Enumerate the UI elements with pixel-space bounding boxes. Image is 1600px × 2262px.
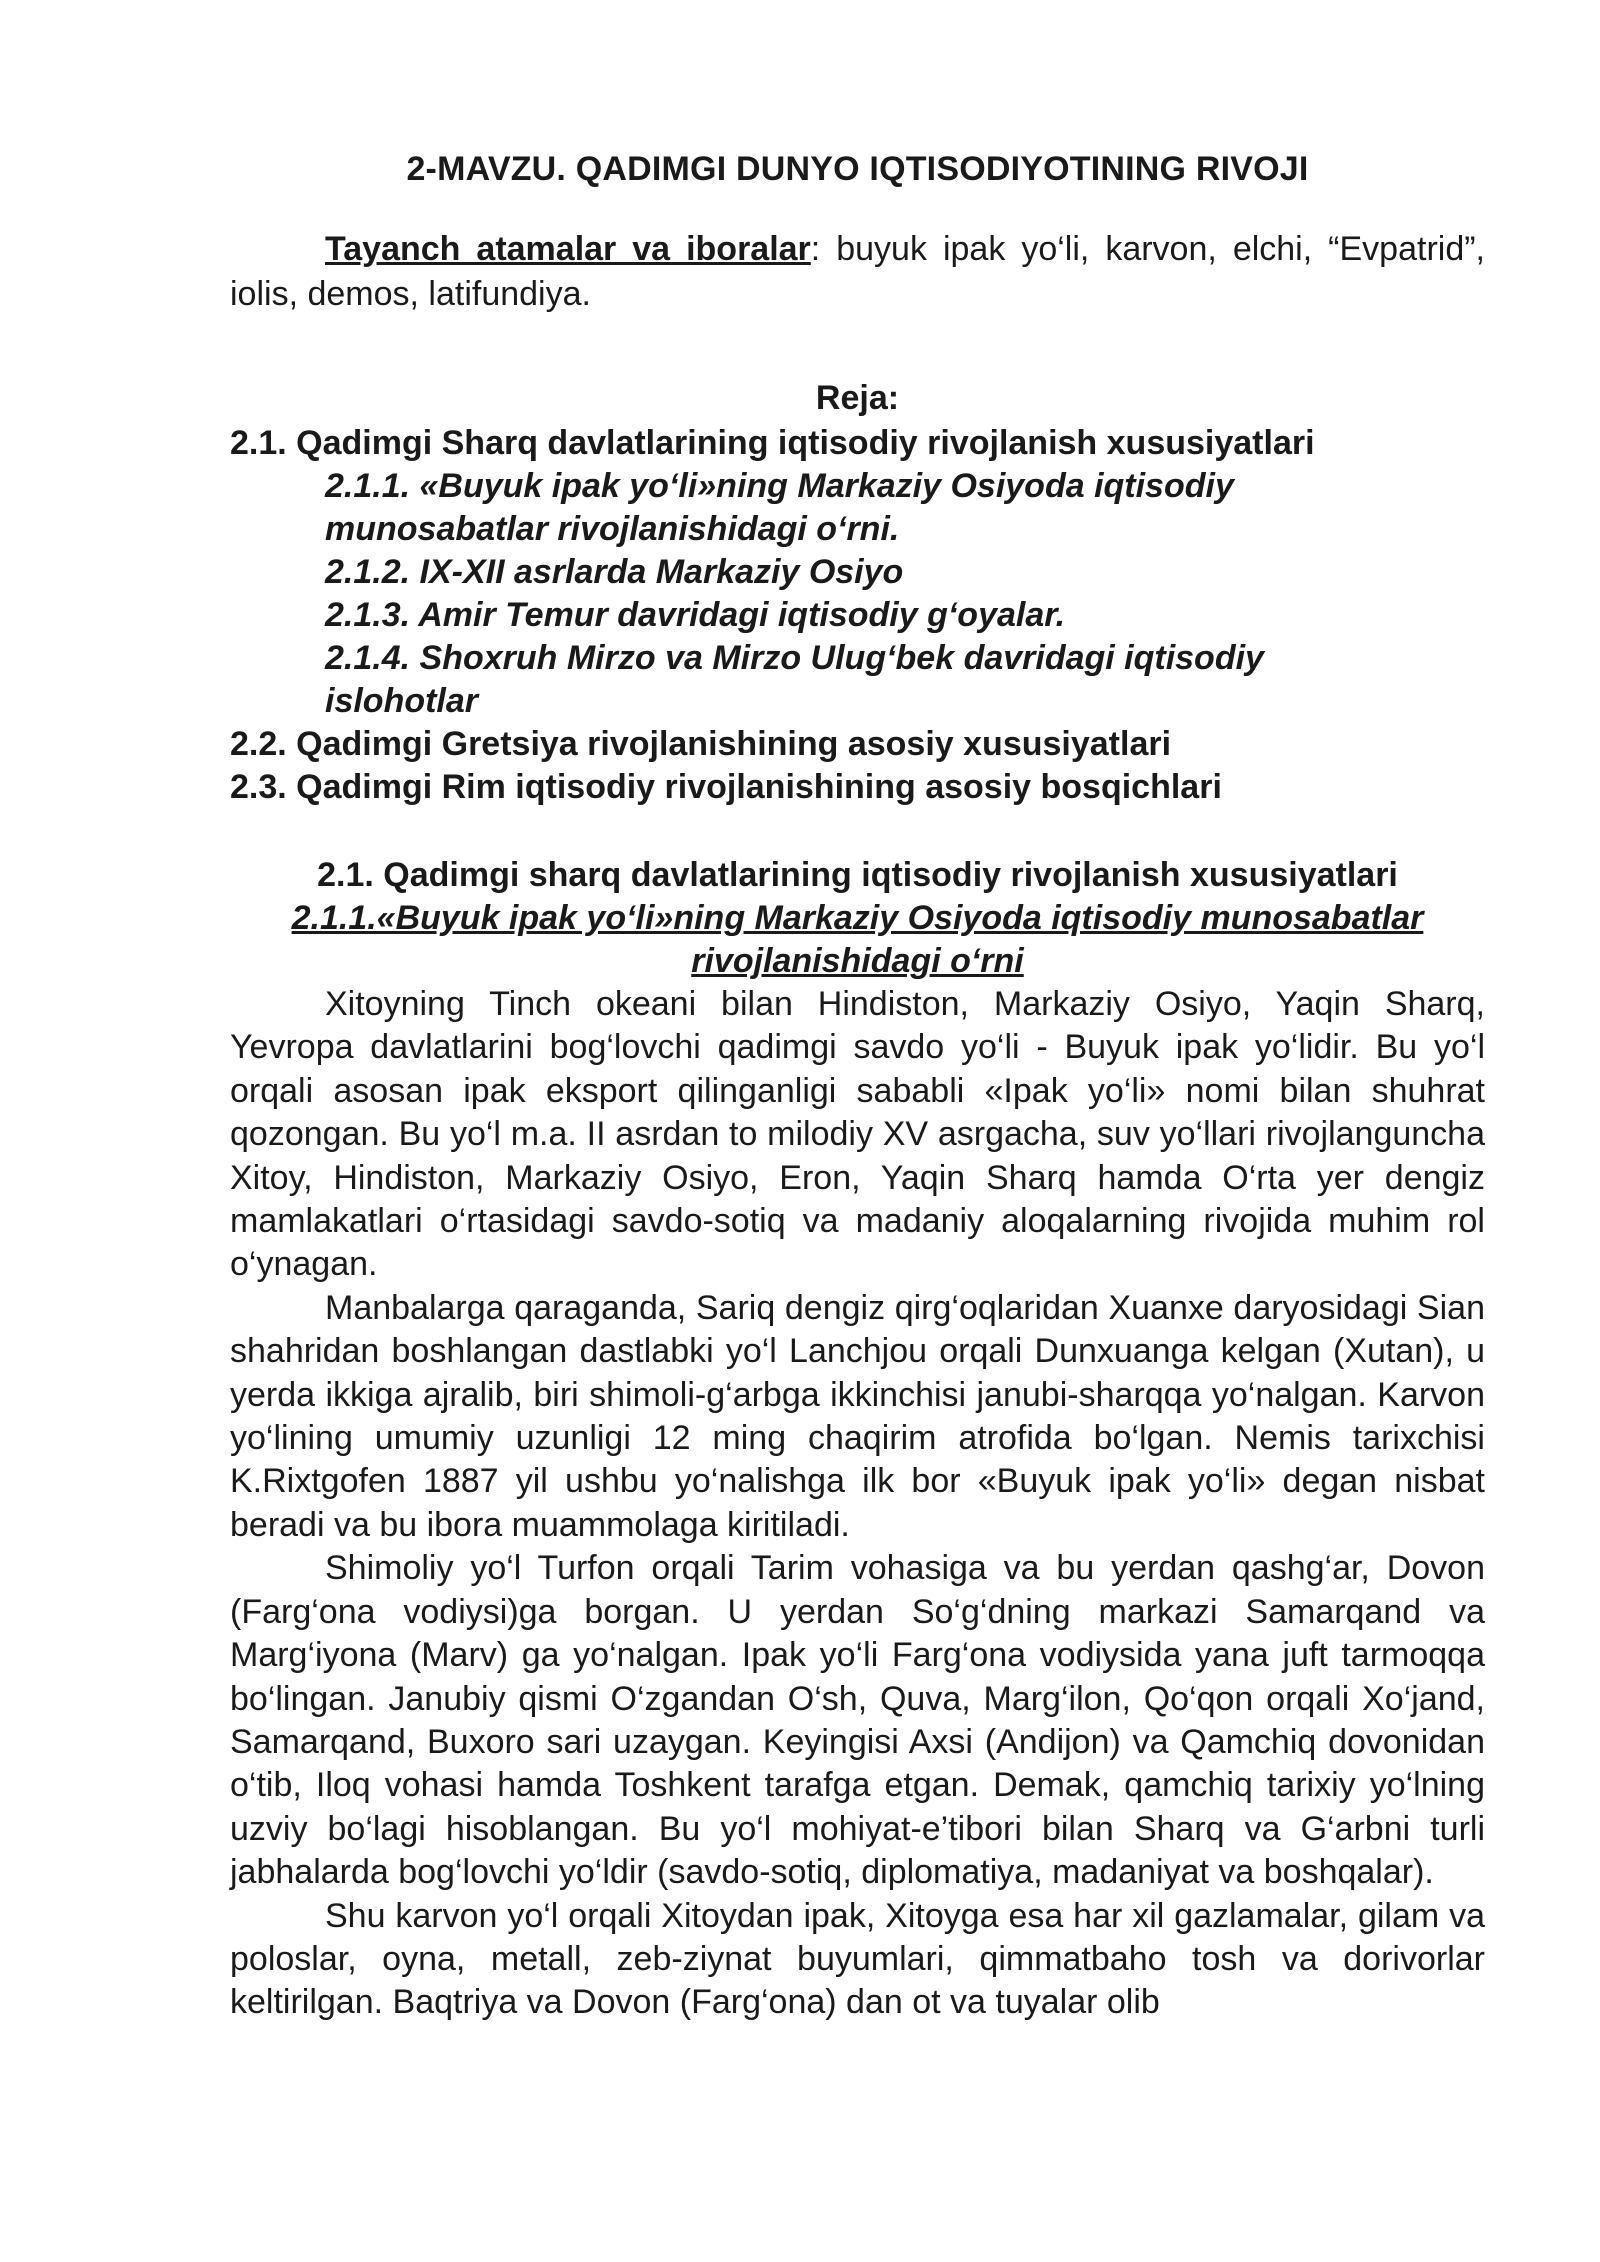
subsection-heading: 2.1.1.«Buyuk ipak yo‘li»ning Markaziy Osiyoda iqtisodiy munosabatlar rivojlanishidagi o‘rni bbox=[291, 899, 1424, 980]
body-paragraph: Shimoliy yo‘l Turfon orqali Tarim vohasiga va bu yerdan qashg‘ar, Dovon (Farg‘ona vodiysi)ga borgan. U yerdan So‘g‘dning markazi Samarqand va Marg‘iyona (Marv) ga yo‘nalgan. Ipak yo‘li Farg‘ona vodiysida yana juft tarmoqqa bo‘lingan. Janubiy qismi O‘zgandan O‘sh, Quva, Marg‘ilon, Qo‘qon orqali Xo‘jand, Samarqand, Buxoro sari uzaygan. Keyingisi Axsi (Andijon) va Qamchiq dovonidan o‘tib, Iloq vohasi hamda Toshkent tarafga etgan. Demak, qamchiq tarixiy yo‘lning uzviy bo‘lagi hisoblangan. Bu yo‘l mohiyat-e’tibori bilan Sharq va G‘arbni turli jabhalarda bog‘lovchi yo‘ldir (savdo-sotiq, diplomatiya, madaniyat va boshqalar). bbox=[230, 1549, 1485, 1892]
document-page bbox=[230, 150, 1485, 2025]
plan-subitem-2-1-3: 2.1.3. Amir Temur davridagi iqtisodiy g‘oyalar. bbox=[325, 596, 1066, 634]
plan-subitem-2-1-2: 2.1.2. IX-XII asrlarda Markaziy Osiyo bbox=[325, 553, 904, 591]
plan-block bbox=[230, 377, 1485, 809]
document-title: 2-MAVZU. QADIMGI DUNYO IQTISODIYOTINING RIVOJI bbox=[406, 150, 1309, 188]
plan-item-2-3: 2.3. Qadimgi Rim iqtisodiy rivojlanishining asosiy bosqichlari bbox=[230, 768, 1222, 806]
plan-item-2-2: 2.2. Qadimgi Gretsiya rivojlanishining asosiy xususiyatlari bbox=[230, 725, 1172, 763]
body-paragraph: Xitoyning Tinch okeani bilan Hindiston, Markaziy Osiyo, Yaqin Sharq, Yevropa davlatlarini bog‘lovchi qadimgi savdo yo‘li - Buyuk ipak yo‘lidir. Bu yo‘l orqali asosan ipak eksport qilinganligi sababli «Ipak yo‘li» nomi bilan shuhrat qozongan. Bu yo‘l m.a. II asrdan to milodiy XV asrgacha, suv yo‘llari rivojlanguncha Xitoy, Hindiston, Markaziy Osiyo, Eron, Yaqin Sharq hamda O‘rta yer dengiz mamlakatlari o‘rtasidagi savdo-sotiq va madaniy aloqalarning rivojida muhim rol o‘ynagan. bbox=[230, 985, 1485, 1284]
plan-subitem-2-1-4: 2.1.4. Shoxruh Mirzo va Mirzo Ulug‘bek davridagi iqtisodiy islohotlar bbox=[325, 639, 1264, 720]
body-paragraph: Shu karvon yo‘l orqali Xitoydan ipak, Xitoyga esa har xil gazlamalar, gilam va poloslar, oyna, metall, zeb-ziynat buyumlari, qimmatbaho tosh va dorivorlar keltirilgan. Baqtriya va Dovon (Farg‘ona) dan ot va tuyalar olib bbox=[230, 1896, 1485, 2022]
plan-item-2-1: 2.1. Qadimgi Sharq davlatlarining iqtisodiy rivojlanish xususiyatlari bbox=[230, 424, 1315, 462]
body-paragraph: Manbalarga qaraganda, Sariq dengiz qirg‘oqlaridan Xuanxe daryosidagi Sian shahridan boshlangan dastlabki yo‘l Lanchjou orqali Dunxuanga kelgan (Xutan), u yerda ikkiga ajralib, biri shimoli-g‘arbga ikkinchisi janubi-sharqqa yo‘nalgan. Karvon yo‘lining umumiy uzunligi 12 ming chaqirim atrofida bo‘lgan. Nemis tarixchisi K.Rixtgofen 1887 yil ushbu yo‘nalishga ilk bor «Buyuk ipak yo‘li» degan nisbat beradi va bu ibora muammolaga kiritiladi. bbox=[230, 1288, 1485, 1544]
keywords-text: : buyuk ipak yo‘li, karvon, elchi, “Evpatrid”, iolis, demos, latifundiya. bbox=[230, 230, 1485, 313]
plan-title: Reja: bbox=[815, 379, 900, 417]
plan-subitem-2-1-1: 2.1.1. «Buyuk ipak yo‘li»ning Markaziy Osiyoda iqtisodiy munosabatlar rivojlanishidagi o‘rni. bbox=[325, 467, 1234, 548]
keywords-paragraph bbox=[230, 227, 1485, 317]
section-heading: 2.1. Qadimgi sharq davlatlarining iqtisodiy rivojlanish xususiyatlari bbox=[317, 856, 1398, 894]
keywords-label: Tayanch atamalar va iboralar bbox=[325, 230, 811, 268]
